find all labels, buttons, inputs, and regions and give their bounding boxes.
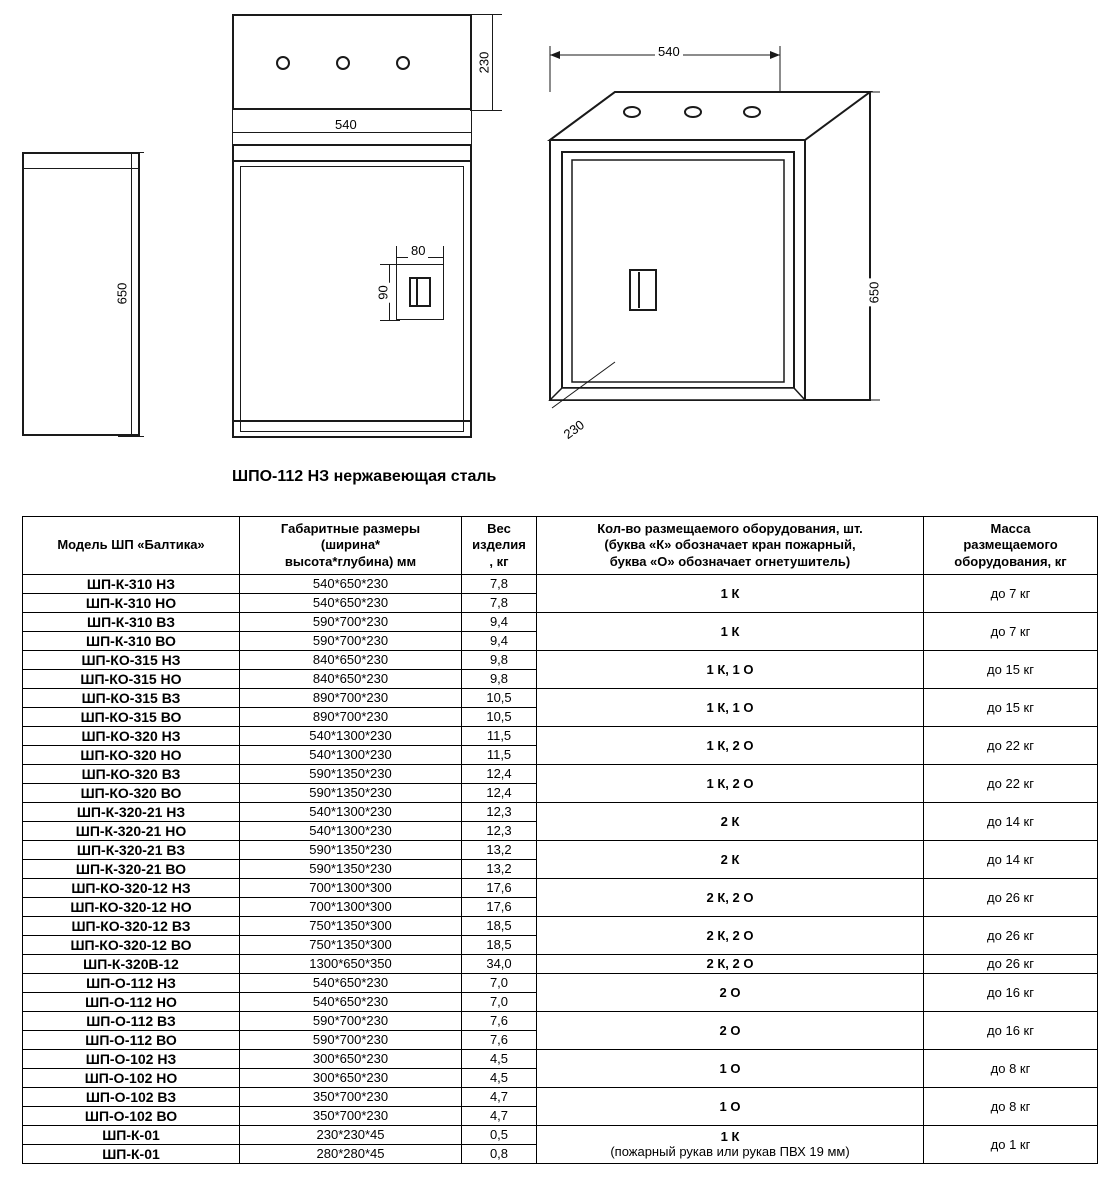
cell-model: ШП-О-102 НЗ [23, 1049, 240, 1068]
cell-model: ШП-О-112 НО [23, 992, 240, 1011]
table-row [23, 973, 1098, 992]
cell-weight: 0,8 [462, 1144, 537, 1163]
cell-model: ШП-КО-320-12 ВО [23, 935, 240, 954]
header-dimensions: Габаритные размеры (ширина* высота*глубина) мм [240, 517, 462, 575]
handle-height-dim-text: 90 [376, 282, 391, 302]
cell-model: ШП-КО-320 ВО [23, 783, 240, 802]
table-row [23, 726, 1098, 745]
cell-equipment-qty: 2 О [537, 1011, 924, 1049]
handle-height-ext-bottom [380, 320, 400, 321]
cell-weight: 10,5 [462, 688, 537, 707]
cell-weight: 17,6 [462, 897, 537, 916]
table-row [23, 1087, 1098, 1106]
cell-equipment-qty: 2 К, 2 О [537, 878, 924, 916]
cell-model: ШП-К-01 [23, 1125, 240, 1144]
cell-model: ШП-КО-320 НЗ [23, 726, 240, 745]
iso-width-dim-text: 540 [655, 44, 683, 59]
top-depth-ext-lower [470, 110, 502, 111]
iso-width-arrow-right [770, 51, 780, 59]
side-view-edge [22, 168, 140, 169]
cell-dimensions: 700*1300*300 [240, 878, 462, 897]
cell-dimensions: 590*1350*230 [240, 859, 462, 878]
cell-dimensions: 700*1300*300 [240, 897, 462, 916]
cell-model: ШП-КО-320-12 НЗ [23, 878, 240, 897]
cell-model: ШП-К-310 НО [23, 593, 240, 612]
cell-weight: 7,0 [462, 973, 537, 992]
iso-bottom-plinth [550, 388, 805, 400]
cell-weight: 4,5 [462, 1068, 537, 1087]
cell-weight: 7,8 [462, 574, 537, 593]
top-depth-dim-line [492, 14, 493, 110]
cell-equipment-qty: 1 К [537, 574, 924, 612]
cell-weight: 13,2 [462, 840, 537, 859]
cell-weight: 4,7 [462, 1087, 537, 1106]
cell-equipment-qty: 2 К [537, 802, 924, 840]
cell-model: ШП-К-320-21 НЗ [23, 802, 240, 821]
cell-dimensions: 750*1350*300 [240, 935, 462, 954]
cell-equipment-mass: до 14 кг [924, 840, 1098, 878]
cell-weight: 11,5 [462, 726, 537, 745]
cell-model: ШП-К-310 ВЗ [23, 612, 240, 631]
side-height-ext-bottom [118, 436, 144, 437]
cell-dimensions: 890*700*230 [240, 707, 462, 726]
cell-model: ШП-КО-315 ВЗ [23, 688, 240, 707]
cell-weight: 0,5 [462, 1125, 537, 1144]
table-row [23, 840, 1098, 859]
cell-dimensions: 890*700*230 [240, 688, 462, 707]
cell-equipment-qty: 1 К, 2 О [537, 764, 924, 802]
cell-model: ШП-КО-315 ВО [23, 707, 240, 726]
cell-weight: 9,4 [462, 631, 537, 650]
table-row [23, 650, 1098, 669]
front-view-top-edge [232, 160, 472, 162]
table-row [23, 764, 1098, 783]
table-row [23, 916, 1098, 935]
top-depth-dim-text: 230 [476, 49, 491, 77]
cell-dimensions: 350*700*230 [240, 1087, 462, 1106]
front-width-ext-left [232, 110, 233, 144]
cell-dimensions: 840*650*230 [240, 669, 462, 688]
cell-weight: 4,5 [462, 1049, 537, 1068]
cell-equipment-mass: до 8 кг [924, 1087, 1098, 1125]
cell-dimensions: 590*700*230 [240, 612, 462, 631]
handle-height-ext-top [380, 264, 400, 265]
cell-equipment-mass: до 7 кг [924, 574, 1098, 612]
cell-model: ШП-КО-320-12 НО [23, 897, 240, 916]
cell-equipment-qty: 1 К, 1 О [537, 650, 924, 688]
cell-model: ШП-КО-320 НО [23, 745, 240, 764]
cell-dimensions: 540*650*230 [240, 574, 462, 593]
cell-weight: 9,8 [462, 650, 537, 669]
handle-width-ext-left [396, 246, 397, 266]
cell-dimensions: 750*1350*300 [240, 916, 462, 935]
front-width-dim-line [232, 132, 472, 133]
header-equipment-mass: Масса размещаемого оборудования, кг [924, 517, 1098, 575]
cell-equipment-qty: 1 К, 2 О [537, 726, 924, 764]
iso-width-arrow-left [550, 51, 560, 59]
cell-equipment-mass: до 22 кг [924, 764, 1098, 802]
table-header-row [23, 517, 1098, 575]
cell-weight: 7,8 [462, 593, 537, 612]
front-handle [409, 277, 431, 307]
cell-dimensions: 540*1300*230 [240, 745, 462, 764]
cell-equipment-mass: до 26 кг [924, 954, 1098, 973]
cell-equipment-qty: 2 О [537, 973, 924, 1011]
cell-weight: 17,6 [462, 878, 537, 897]
cell-weight: 7,6 [462, 1030, 537, 1049]
table-row [23, 574, 1098, 593]
cell-model: ШП-К-310 ВО [23, 631, 240, 650]
cell-model: ШП-К-320-21 НО [23, 821, 240, 840]
cell-equipment-qty: 2 К [537, 840, 924, 878]
cell-model: ШП-О-112 ВЗ [23, 1011, 240, 1030]
cell-model: ШП-О-102 НО [23, 1068, 240, 1087]
cell-weight: 18,5 [462, 916, 537, 935]
cell-model: ШП-О-102 ВО [23, 1106, 240, 1125]
table-row [23, 1125, 1098, 1144]
handle-width-dim-text: 80 [408, 243, 428, 258]
front-width-dim-text: 540 [332, 117, 360, 132]
cell-model: ШП-К-01 [23, 1144, 240, 1163]
top-view-hole-2 [336, 56, 350, 70]
cell-model: ШП-КО-320-12 ВЗ [23, 916, 240, 935]
cell-weight: 7,6 [462, 1011, 537, 1030]
table-row [23, 688, 1098, 707]
cell-dimensions: 300*650*230 [240, 1068, 462, 1087]
cell-weight: 12,3 [462, 821, 537, 840]
cell-model: ШП-О-112 НЗ [23, 973, 240, 992]
cell-weight: 9,8 [462, 669, 537, 688]
cell-equipment-mass: до 1 кг [924, 1125, 1098, 1163]
cell-equipment-qty: 1 О [537, 1049, 924, 1087]
cell-model: ШП-КО-320 ВЗ [23, 764, 240, 783]
top-view-hole-1 [276, 56, 290, 70]
table-row [23, 612, 1098, 631]
cell-dimensions: 540*1300*230 [240, 821, 462, 840]
cell-weight: 9,4 [462, 612, 537, 631]
cell-dimensions: 540*1300*230 [240, 802, 462, 821]
table-body [23, 574, 1098, 1163]
top-view-outline [232, 14, 472, 110]
table-row [23, 1049, 1098, 1068]
cell-dimensions: 840*650*230 [240, 650, 462, 669]
cell-equipment-mass: до 15 кг [924, 650, 1098, 688]
table-row [23, 954, 1098, 973]
cell-dimensions: 590*1350*230 [240, 764, 462, 783]
cell-equipment-qty: 1 К [537, 612, 924, 650]
side-height-dim-text: 650 [114, 280, 129, 308]
cell-equipment-qty: 1 О [537, 1087, 924, 1125]
cell-weight: 10,5 [462, 707, 537, 726]
cell-dimensions: 540*650*230 [240, 992, 462, 1011]
cell-model: ШП-О-112 ВО [23, 1030, 240, 1049]
cell-dimensions: 540*650*230 [240, 973, 462, 992]
cell-dimensions: 540*650*230 [240, 593, 462, 612]
table-row [23, 878, 1098, 897]
iso-height-dim-text: 650 [866, 279, 881, 307]
cell-dimensions: 590*700*230 [240, 1011, 462, 1030]
cell-dimensions: 590*700*230 [240, 631, 462, 650]
side-height-ext-top [118, 152, 144, 153]
header-weight: Вес изделия , кг [462, 517, 537, 575]
cell-model: ШП-КО-315 НЗ [23, 650, 240, 669]
cell-equipment-mass: до 16 кг [924, 973, 1098, 1011]
cell-equipment-mass: до 26 кг [924, 916, 1098, 954]
cell-model: ШП-К-320-21 ВЗ [23, 840, 240, 859]
cell-model: ШП-КО-315 НО [23, 669, 240, 688]
cell-weight: 12,4 [462, 764, 537, 783]
top-view-hole-3 [396, 56, 410, 70]
isometric-view [540, 0, 1000, 470]
table-row [23, 802, 1098, 821]
cell-weight: 13,2 [462, 859, 537, 878]
drawing-caption: ШПО-112 НЗ нержавеющая сталь [232, 468, 497, 485]
technical-drawing [0, 0, 1120, 470]
cell-dimensions: 280*280*45 [240, 1144, 462, 1163]
cell-equipment-mass: до 26 кг [924, 878, 1098, 916]
cell-dimensions: 1300*650*350 [240, 954, 462, 973]
cell-equipment-mass: до 22 кг [924, 726, 1098, 764]
cell-equipment-mass: до 8 кг [924, 1049, 1098, 1087]
cell-dimensions: 590*1350*230 [240, 783, 462, 802]
iso-depth-dim-text: 230 [558, 415, 589, 443]
cell-model: ШП-К-310 НЗ [23, 574, 240, 593]
cell-equipment-qty: 2 К, 2 О [537, 916, 924, 954]
cell-equipment-mass: до 14 кг [924, 802, 1098, 840]
cell-equipment-mass: до 16 кг [924, 1011, 1098, 1049]
front-handle-bar [416, 277, 418, 307]
cell-equipment-mass: до 7 кг [924, 612, 1098, 650]
cell-model: ШП-К-320В-12 [23, 954, 240, 973]
iso-door-handle [630, 270, 656, 310]
specifications-table [22, 516, 1098, 1164]
cell-equipment-qty: 1 К, 1 О [537, 688, 924, 726]
front-view-base-edge [232, 420, 472, 422]
cell-equipment-qty: 1 К (пожарный рукав или рукав ПВХ 19 мм) [537, 1125, 924, 1163]
cell-weight: 12,4 [462, 783, 537, 802]
header-model: Модель ШП «Балтика» [23, 517, 240, 575]
cell-dimensions: 590*1350*230 [240, 840, 462, 859]
cell-dimensions: 590*700*230 [240, 1030, 462, 1049]
cell-weight: 4,7 [462, 1106, 537, 1125]
table-row [23, 1011, 1098, 1030]
cell-equipment-qty: 2 К, 2 О [537, 954, 924, 973]
cell-equipment-mass: до 15 кг [924, 688, 1098, 726]
cell-weight: 18,5 [462, 935, 537, 954]
cell-dimensions: 300*650*230 [240, 1049, 462, 1068]
cell-dimensions: 350*700*230 [240, 1106, 462, 1125]
cell-weight: 34,0 [462, 954, 537, 973]
side-height-dim-line [131, 152, 132, 436]
cell-dimensions: 230*230*45 [240, 1125, 462, 1144]
front-width-ext-right [471, 110, 472, 144]
cell-model: ШП-К-320-21 ВО [23, 859, 240, 878]
cell-model: ШП-О-102 ВЗ [23, 1087, 240, 1106]
handle-width-ext-right [443, 246, 444, 266]
cell-weight: 12,3 [462, 802, 537, 821]
cell-weight: 11,5 [462, 745, 537, 764]
header-equipment-qty: Кол-во размещаемого оборудования, шт. (буква «К» обозначает кран пожарный, буква «О» обозначает огнетушитель) [537, 517, 924, 575]
cell-weight: 7,0 [462, 992, 537, 1011]
top-depth-ext-upper [470, 14, 502, 15]
cell-dimensions: 540*1300*230 [240, 726, 462, 745]
